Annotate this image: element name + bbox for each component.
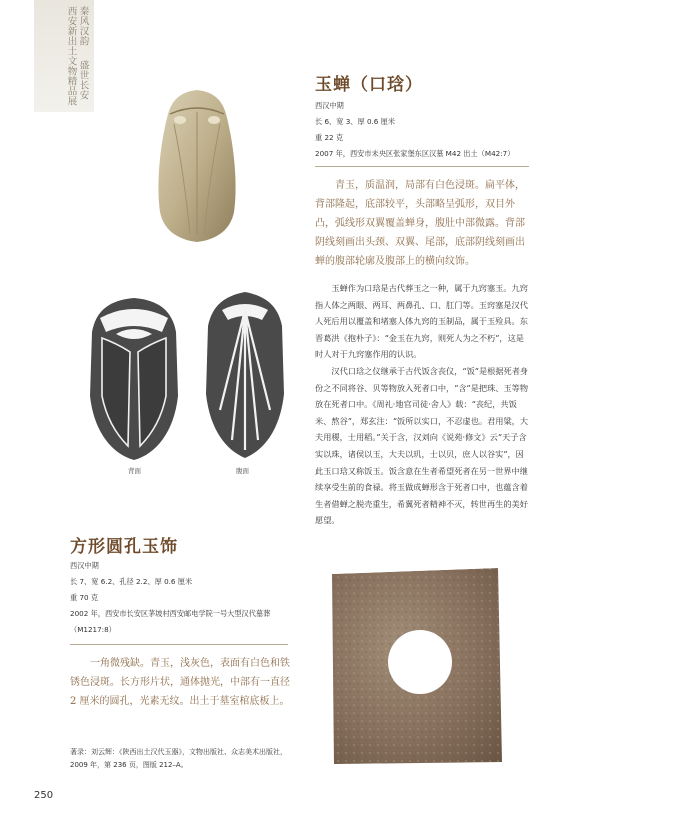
section2-divider <box>70 644 288 645</box>
section2-title: 方形圆孔玉饰 <box>70 537 178 557</box>
section2-period: 西汉中期 <box>70 561 99 570</box>
section2-tomb-number: （M1217:8） <box>70 625 116 634</box>
reference-line-2: 2009 年，第 236 页，图版 212–A。 <box>70 761 188 769</box>
section2-provenance: 2002 年，西安市长安区茅坡村西安邮电学院一号大型汉代墓葬 <box>70 609 271 618</box>
section2-meta <box>70 558 320 638</box>
sidebar-title-2: 盛世长安 <box>77 60 89 100</box>
section1-body <box>315 280 529 529</box>
sidebar-title-1: 秦风汉韵 <box>77 6 89 46</box>
section1-meta <box>315 98 545 162</box>
section1-dimensions: 长 6、宽 3、厚 0.6 厘米 <box>315 117 396 126</box>
body-paragraph-2: 汉代口琀之仪继承于古代饭含丧仪，“饭”是根据死者身份之不同将谷、贝等物放入死者口中，“含”是把珠、玉等物放在死者口中。《周礼·地官司徒·舍人》载：“丧纪，共饭米、熬谷”，郑玄注：“饭所以实口，不忍虚也。君用粱，大夫用稷，士用稻。”关于含，汉刘向《说苑·修文》云“天子含实以珠，诸侯以玉，大夫以玑，士以贝，庶人以谷实”，因此玉口琀又称饭玉。饭含意在生者希望死者在另一世界中继续享受生前的食禄。将玉做成蝉形含于死者口中，也蕴含着生者借蝉之脱壳重生，希翼死者精神不灭，转世再生的美好愿望。 <box>315 365 529 526</box>
jade-cicada-photo <box>150 84 245 244</box>
reference-line-1: 著录：刘云辉：《陕西出土汉代玉器》，文物出版社、众志美术出版社， <box>70 748 287 756</box>
caption-belly: 腹面 <box>236 467 249 475</box>
caption-back: 背面 <box>128 467 141 475</box>
section1-divider <box>315 166 529 167</box>
cicada-rubbing-belly <box>202 290 288 460</box>
section2-reference <box>70 746 320 772</box>
body-paragraph-1: 玉蝉作为口琀是古代葬玉之一种，属于九窍塞玉。九窍指人体之两眼、两耳、两鼻孔、口、肛门等。玉窍塞是汉代人死后用以覆盖和堵塞人体九窍的玉制品，属于玉殓具。东晋葛洪《抱朴子》：“金玉在九窍，则死人为之不朽”，这是时人对于九窍塞作用的认识。 <box>315 283 528 360</box>
section1-title: 玉蝉（口琀） <box>315 75 423 95</box>
section1-weight: 重 22 克 <box>315 133 344 142</box>
sidebar-title-3: 西安新出土文物精品展 <box>65 6 77 106</box>
section1-provenance: 2007 年，西安市未央区张家堡东区汉墓 M42 出土（M42:7） <box>315 149 515 158</box>
section1-description: 青玉，质温润，局部有白色浸斑。扁平体，背部隆起，底部较平，头部略呈弧形，双目外凸，弧线形双翼覆盖蝉身，腹肚中部微露。背部阴线刻画出头颈、双翼、尾部，底部阴线刻画出蝉的腹部轮廓及腹部上的横向纹饰。 <box>315 180 525 267</box>
sidebar-title-block <box>34 0 94 112</box>
section2-dimensions: 长 7、宽 6.2、孔径 2.2、厚 0.6 厘米 <box>70 577 193 586</box>
section1-period: 西汉中期 <box>315 101 344 110</box>
section2-description: 一角微残缺。青玉，浅灰色，表面有白色和铁锈色浸斑。长方形片状，通体抛光，中部有一直径 2 厘米的圆孔，光素无纹。出土于墓室棺底板上。 <box>70 658 290 707</box>
square-jade-photo <box>328 566 506 766</box>
cicada-rubbing-back <box>86 296 182 462</box>
section2-weight: 重 70 克 <box>70 593 99 602</box>
page-number: 250 <box>34 790 54 801</box>
